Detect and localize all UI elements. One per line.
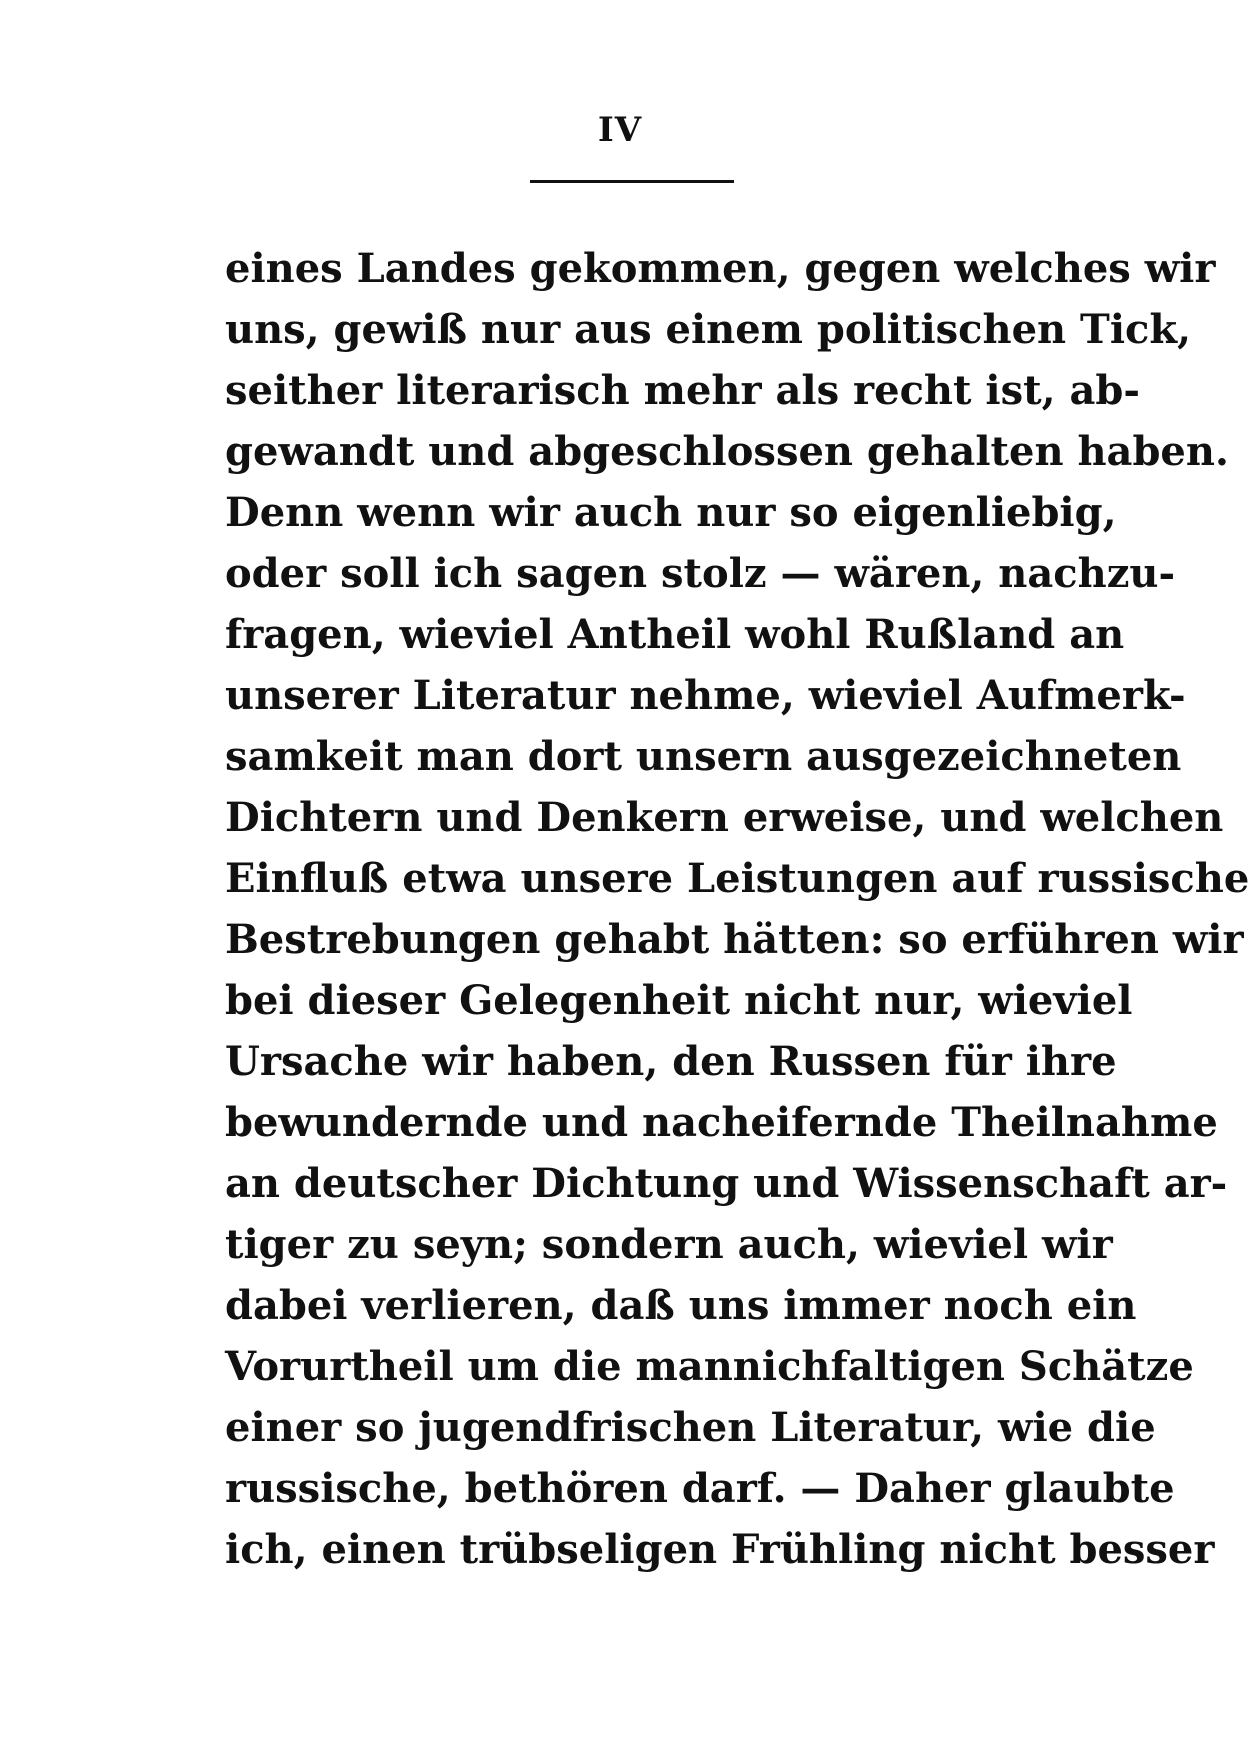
text-line: Bestrebungen gehabt hätten: so erführen wir bbox=[225, 916, 1244, 963]
text-line: einer so jugendfrischen Literatur, wie die bbox=[225, 1404, 1156, 1451]
header-rule bbox=[530, 180, 734, 183]
text-line: unserer Literatur nehme, wieviel Aufmerk- bbox=[225, 672, 1186, 719]
text-line: gewandt und abgeschlossen gehalten haben. bbox=[225, 428, 1229, 475]
text-line: oder soll ich sagen stolz — wären, nachzu- bbox=[225, 550, 1176, 597]
text-line: ich, einen trübseligen Frühling nicht besser bbox=[225, 1526, 1215, 1573]
text-line: bewundernde und nacheifernde Theilnahme bbox=[225, 1099, 1218, 1146]
text-line: fragen, wieviel Antheil wohl Rußland an bbox=[225, 611, 1125, 658]
text-line: uns, gewiß nur aus einem politischen Tick, bbox=[225, 306, 1192, 353]
text-line: samkeit man dort unsern ausgezeichneten bbox=[225, 733, 1182, 780]
text-line: Vorurtheil um die mannichfaltigen Schätze bbox=[225, 1343, 1194, 1390]
text-line: Denn wenn wir auch nur so eigenliebig, bbox=[225, 489, 1117, 536]
text-line: Dichtern und Denkern erweise, und welchen bbox=[225, 794, 1224, 841]
text-line: bei dieser Gelegenheit nicht nur, wieviel bbox=[225, 977, 1133, 1024]
text-line: eines Landes gekommen, gegen welches wir bbox=[225, 245, 1216, 292]
text-line: dabei verlieren, daß uns immer noch ein bbox=[225, 1282, 1137, 1329]
text-line: an deutscher Dichtung und Wissenschaft ar- bbox=[225, 1160, 1228, 1207]
text-line: seither literarisch mehr als recht ist, ab- bbox=[225, 367, 1140, 414]
text-line: Ursache wir haben, den Russen für ihre bbox=[225, 1038, 1117, 1085]
body-text bbox=[225, 238, 1249, 1580]
page-number: IV bbox=[597, 110, 643, 150]
text-line: tiger zu seyn; sondern auch, wieviel wir bbox=[225, 1221, 1113, 1268]
text-line: Einfluß etwa unsere Leistungen auf russische bbox=[225, 855, 1249, 902]
text-line: russische, bethören darf. — Daher glaubte bbox=[225, 1465, 1175, 1512]
